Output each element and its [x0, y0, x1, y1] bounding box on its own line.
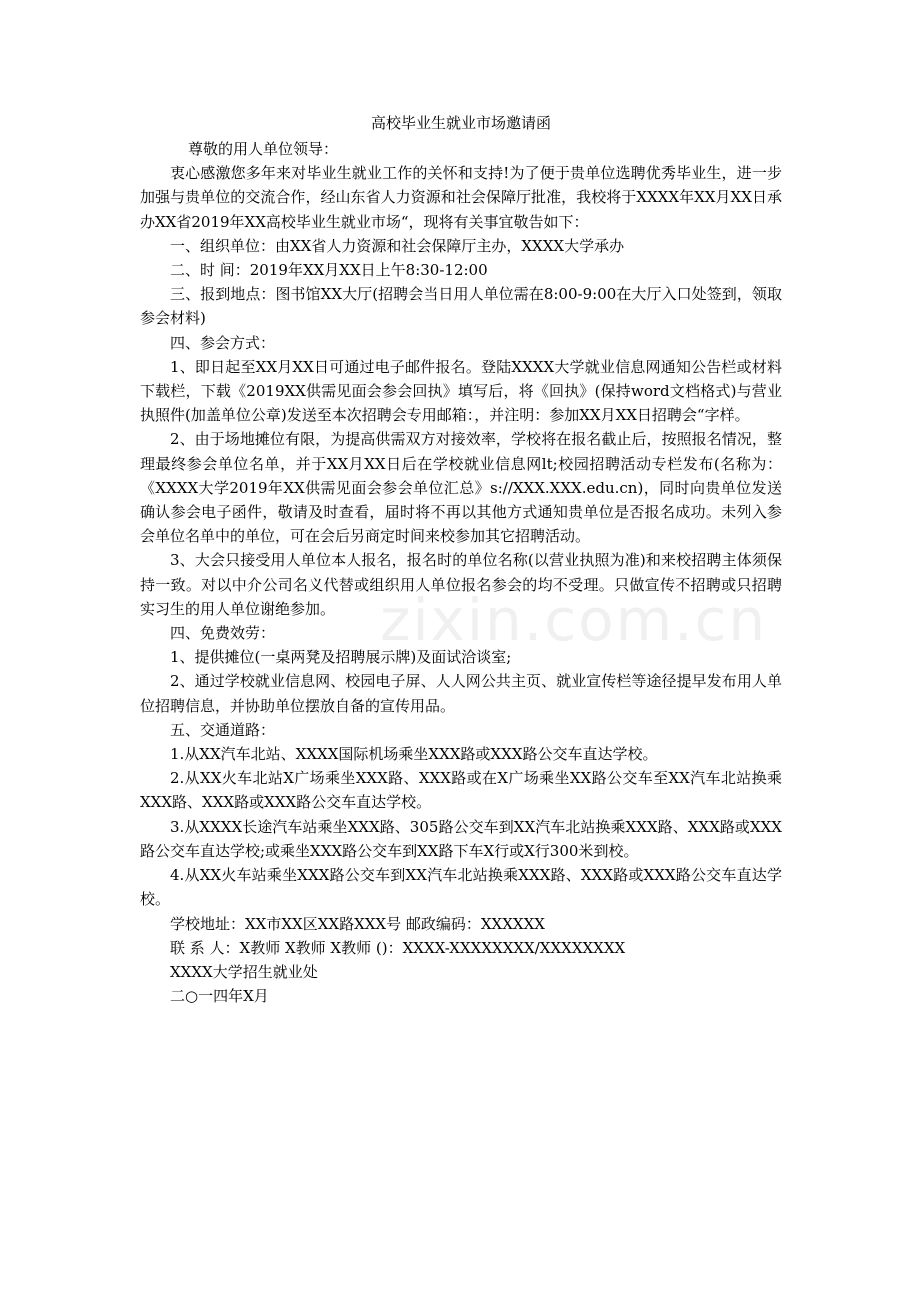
paragraph-intro: 衷心感激您多年来对毕业生就业工作的关怀和支持!为了便于贵单位选聘优秀毕业生，进一步加强与贵单位的交流合作，经山东省人力资源和社会保障厅批准，我校将于XXXX年XX月XX日承办XX省2019年XX高校毕业生就业市场“，现将有关事宜敬告如下： — [140, 164, 782, 231]
school-address: 学校地址：XX市XX区XX路XXX号 邮政编码：XXXXXX — [170, 914, 545, 933]
signature-office: XXXX大学招生就业处 — [170, 962, 318, 981]
paragraph-transport-1: 1.从XX汽车北站、XXXX国际机场乘坐XXX路或XXX路公交车直达学校。 — [170, 745, 658, 764]
section-heading-participation: 四、参会方式： — [170, 333, 276, 352]
watermark: zixin.com.cn — [380, 586, 768, 654]
paragraph-transport-2: 2.从XX火车北站X广场乘坐XXX路、XXX路或在X广场乘坐XX路公交车至XX汽车北站换乘XXX路、XXX路或XXX路公交车直达学校。 — [140, 769, 782, 812]
paragraph-transport-3: 3.从XXXX长途汽车站乘坐XXX路、305路公交车到XX汽车北站换乘XXX路、XXX路或XXX路公交车直达学校;或乘坐XXX路公交车到XX路下车X行或X行300米到校。 — [140, 817, 782, 860]
section-heading-services: 四、免费效劳： — [170, 624, 276, 643]
document-title: 高校毕业生就业市场邀请函 — [370, 114, 551, 132]
paragraph-service-1: 1、提供摊位(一桌两凳及招聘展示牌)及面试洽谈室; — [170, 648, 512, 667]
document-page — [140, 112, 782, 1008]
contact-persons: 联 系 人：X教师 X教师 X教师 ()：XXXX-XXXXXXXX/XXXXXXXX — [170, 938, 626, 957]
paragraph-time: 二、时 间：2019年XX月XX日上午8:30-12:00 — [170, 261, 488, 280]
paragraph-participation-2: 2、由于场地摊位有限，为提高供需双方对接效率，学校将在报名截止后，按照报名情况，整理最终参会单位名单，并于XX月XX日后在学校就业信息网lt;校园招聘活动专栏发布(名称为：《XXXX大学2019年XX供需见面会参会单位汇总》s://XXX.XXX.edu.cn)，同时向贵单位发送确认参会电子函件，敬请及时查看，届时将不再以其他方式通知贵单位是否报名成功。未列入参会单位名单中的单位，可在会后另商定时间来校参加其它招聘活动。 — [140, 430, 782, 546]
salutation: 尊敬的用人单位领导： — [188, 140, 339, 158]
paragraph-organizer: 一、组织单位：由XX省人力资源和社会保障厅主办，XXXX大学承办 — [170, 236, 625, 255]
paragraph-participation-3: 3、大会只接受用人单位本人报名，报名时的单位名称(以营业执照为准)和来校招聘主体须保持一致。对以中介公司名义代替或组织用人单位报名参会的均不受理。只做宣传不招聘或只招聘实习生的用人单位谢绝参加。 — [140, 551, 782, 618]
paragraph-transport-4: 4.从XX火车站乘坐XXX路公交车到XX汽车北站换乘XXX路、XXX路或XXX路公交车直达学校。 — [140, 866, 782, 909]
paragraph-location: 三、报到地点：图书馆XX大厅(招聘会当日用人单位需在8:00-9:00在大厅入口处签到，领取参会材料) — [140, 285, 782, 328]
paragraph-service-2: 2、通过学校就业信息网、校园电子屏、人人网公共主页、就业宣传栏等途径提早发布用人单位招聘信息，并协助单位摆放自备的宣传用品。 — [140, 672, 782, 715]
signature-date: 二○一四年X月 — [170, 987, 269, 1006]
paragraph-participation-1: 1、即日起至XX月XX日可通过电子邮件报名。登陆XXXX大学就业信息网通知公告栏或材料下载栏，下载《2019XX供需见面会参会回执》填写后，将《回执》(保持word文档格式)与营业执照件(加盖单位公章)发送至本次招聘会专用邮箱：，并注明：参加XX月XX日招聘会“字样。 — [140, 357, 782, 425]
section-heading-transport: 五、交通道路： — [170, 720, 276, 739]
